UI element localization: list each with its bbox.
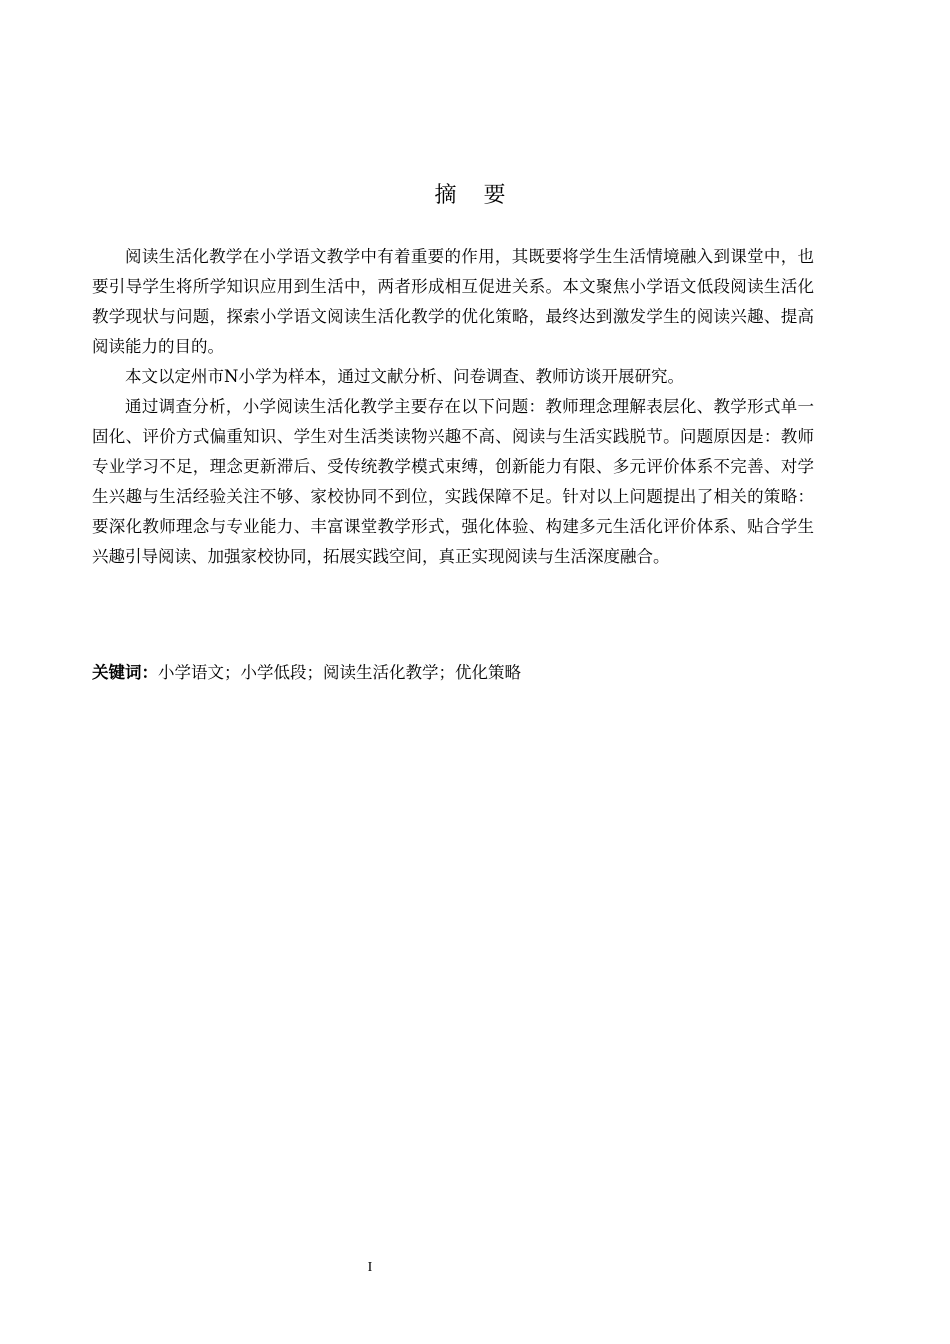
keywords-text: 小学语文；小学低段；阅读生活化教学；优化策略: [158, 663, 521, 682]
page-number: I: [367, 1260, 373, 1275]
abstract-body: [92, 242, 814, 572]
keywords-line: [92, 658, 814, 688]
abstract-paragraph-2: 本文以定州市N小学为样本，通过文献分析、问卷调查、教师访谈开展研究。: [125, 367, 684, 386]
abstract-paragraph-1: 阅读生活化教学在小学语文教学中有着重要的作用，其既要将学生生活情境融入到课堂中，也要引导学生将所学知识应用到生活中，两者形成相互促进关系。本文聚焦小学语文低段阅读生活化教学现状与问题，探索小学语文阅读生活化教学的优化策略，最终达到激发学生的阅读兴趣、提高阅读能力的目的。: [92, 247, 814, 356]
abstract-title: 摘 要: [434, 183, 516, 208]
keywords-label: 关键词：: [92, 663, 158, 682]
abstract-paragraph-3: 通过调查分析，小学阅读生活化教学主要存在以下问题：教师理念理解表层化、教学形式单一固化、评价方式偏重知识、学生对生活类读物兴趣不高、阅读与生活实践脱节。问题原因是：教师专业学习不足，理念更新滞后、受传统教学模式束缚，创新能力有限、多元评价体系不完善、对学生兴趣与生活经验关注不够、家校协同不到位，实践保障不足。针对以上问题提出了相关的策略：要深化教师理念与专业能力、丰富课堂教学形式，强化体验、构建多元生活化评价体系、贴合学生兴趣引导阅读、加强家校协同，拓展实践空间，真正实现阅读与生活深度融合。: [92, 397, 814, 566]
